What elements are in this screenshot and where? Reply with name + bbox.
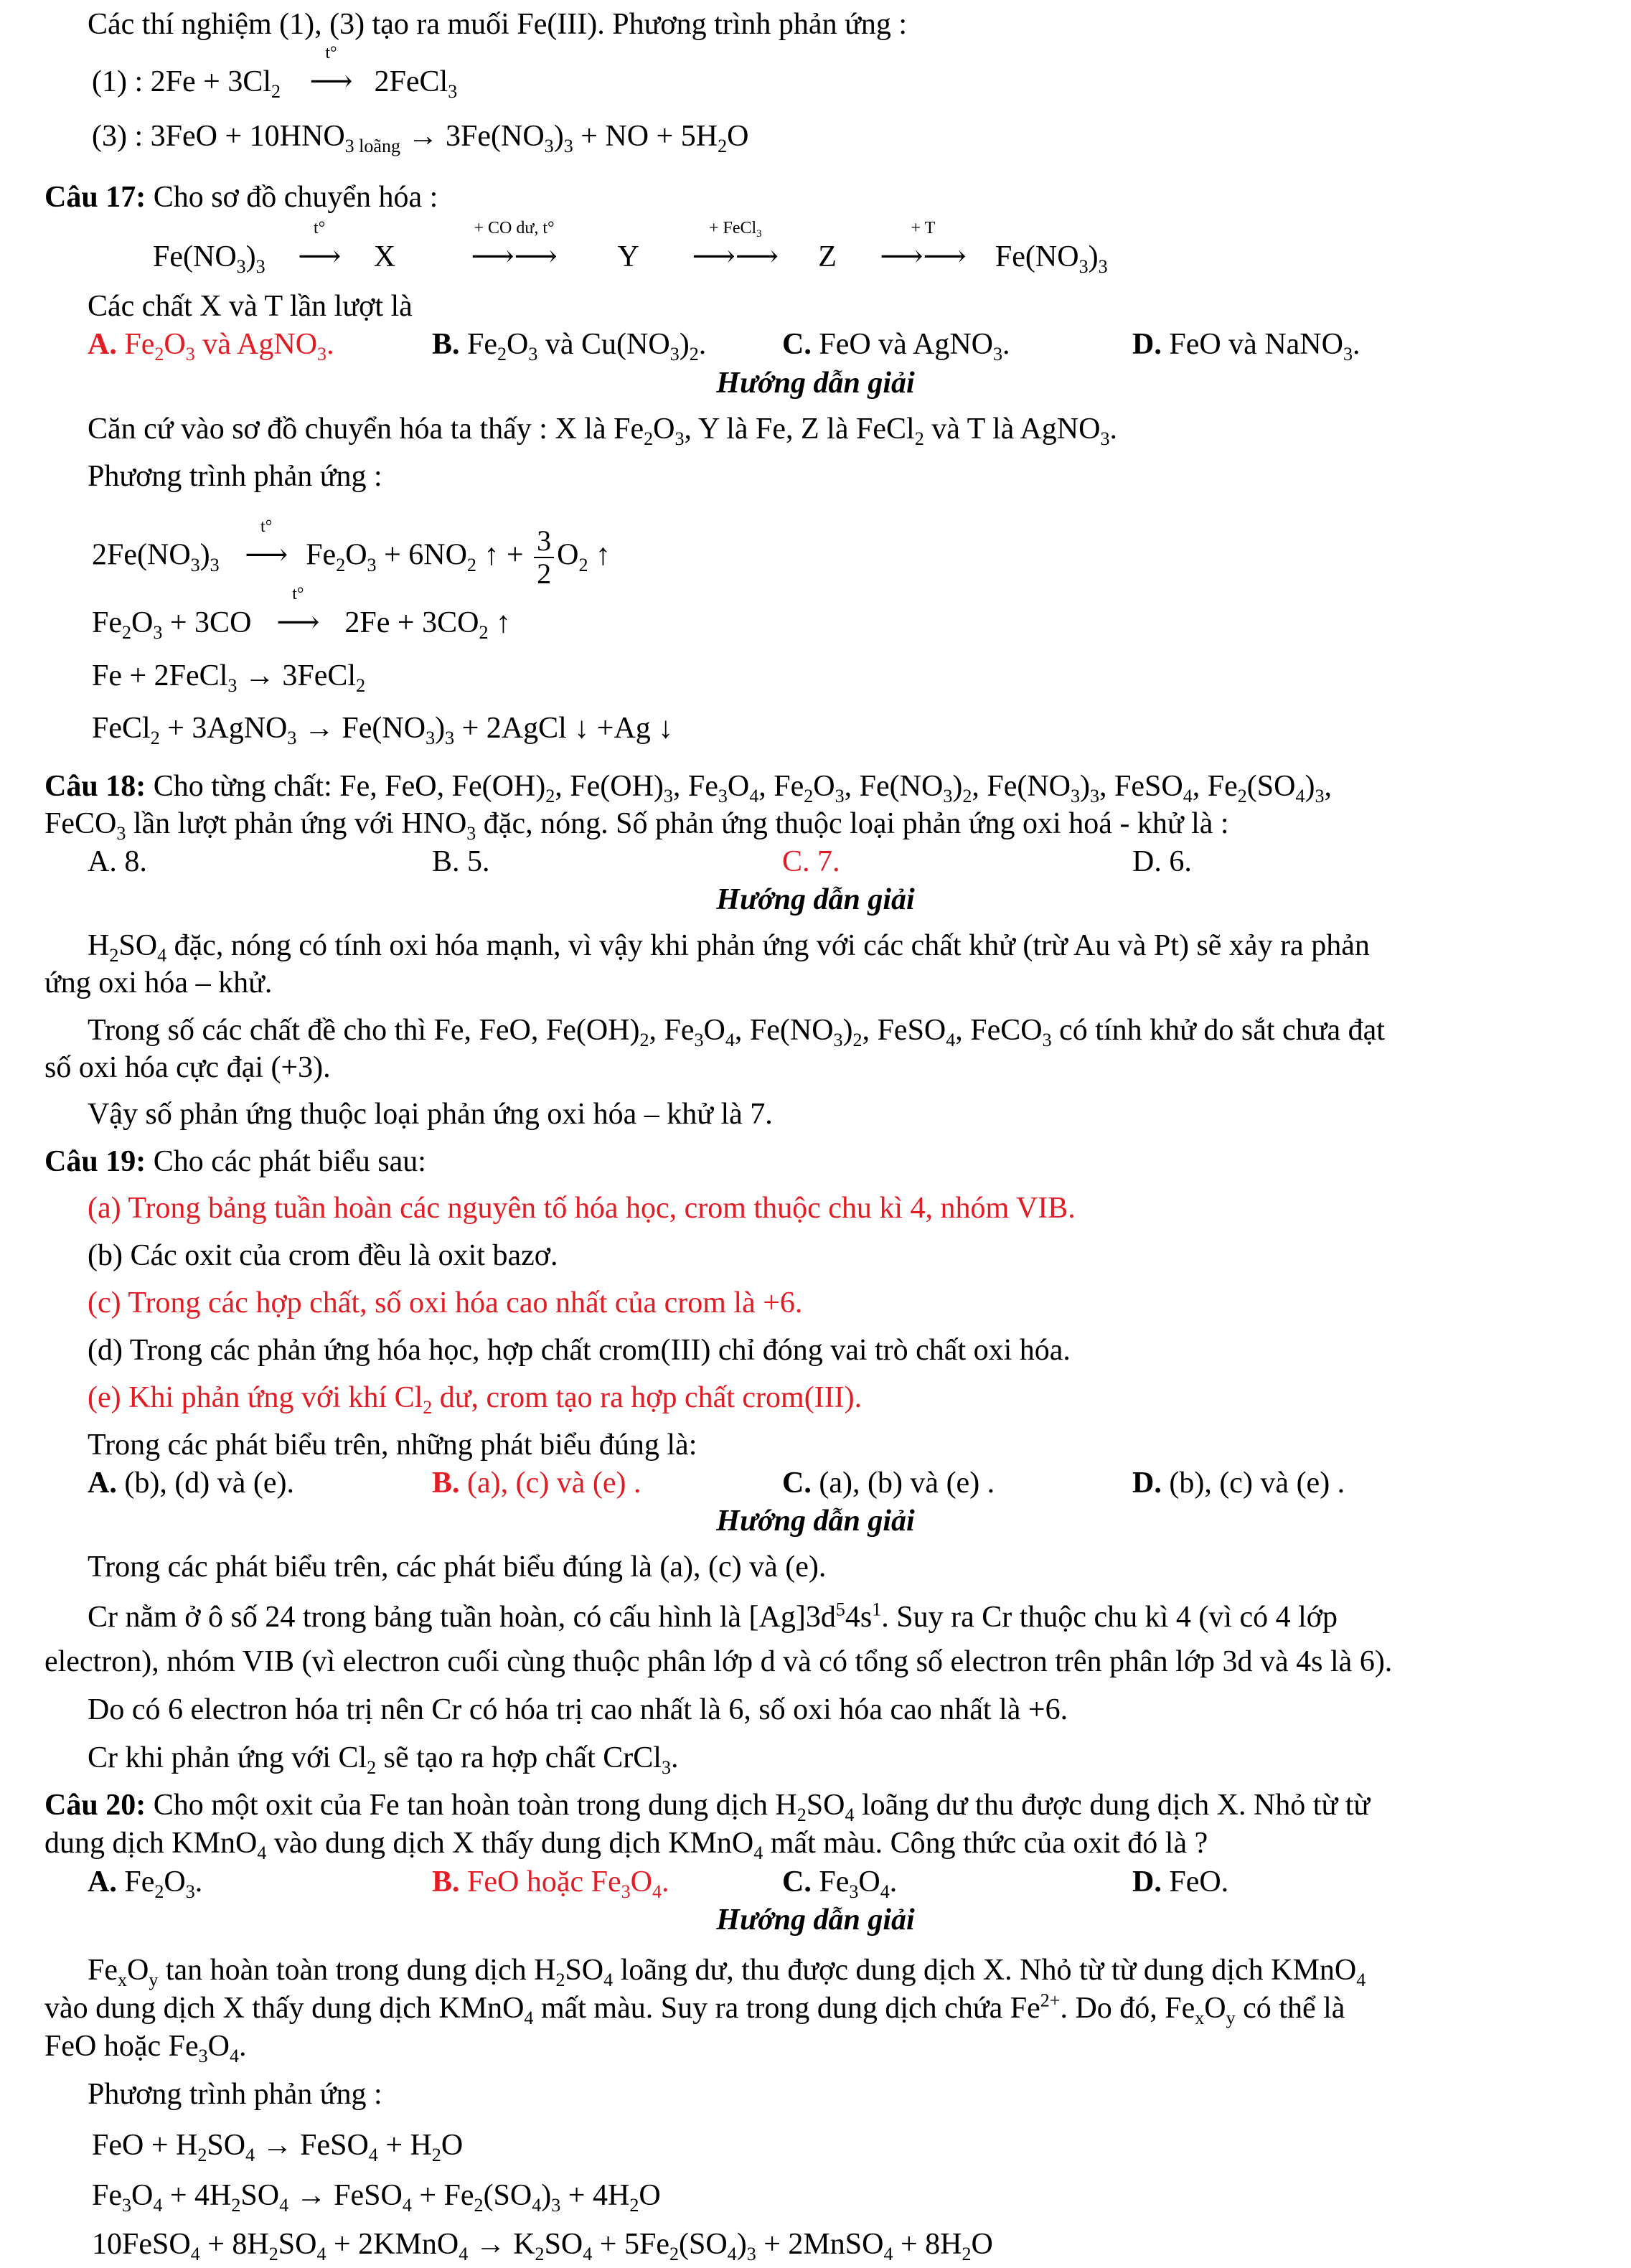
statement-b: (b) Các oxit của crom đều là oxit bazơ. [88,1239,558,1272]
guide-20-p2: vào dung dịch X thấy dung dịch KMnO$_4$ mất màu. Suy ra trong dung dịch chứa $Fe^{2+}$. Do đó, $Fe_xO_y$ có thể là [44,1990,1345,2029]
option-19-b[interactable]: B. (a), (c) và (e) . [432,1467,641,1500]
option-20-a[interactable]: A. $Fe_2O_3$. [88,1865,203,1903]
question-20-line2: dung dịch KMnO$_4$ vào dung dịch X thấy dung dịch KMnO$_4$ mất màu. Công thức của oxit đó là ? [44,1827,1208,1864]
guide-19-p1: Trong các phát biểu trên, các phát biểu đúng là (a), (c) và (e). [88,1551,827,1584]
option-17-a[interactable]: A. $Fe_2O_3$ và AgNO$_3$. [88,328,334,365]
guide-17-eq-2: $Fe_2O_3 + 3CO$ t° ⟶ $2Fe + 3CO_2$ ↑ [92,585,511,644]
guide-19-p2c: electron), nhóm VIB (vì electron cuối cùng thuộc phân lớp d và có tổng số electron trên phân lớp 3d và 4s là 6). [44,1645,1393,1678]
option-20-d[interactable]: D. FeO. [1132,1865,1229,1898]
guide-20-eq-title: Phương trình phản ứng : [88,2078,382,2111]
option-20-b[interactable]: B. FeO hoặc $Fe_3O_4$. [432,1865,669,1903]
statement-c: (c) Trong các hợp chất, số oxi hóa cao nhất của crom là +6. [88,1286,803,1319]
guide-17-eq-title: Phương trình phản ứng : [88,460,382,493]
guide-18-heading: Hướng dẫn giải [716,883,915,916]
guide-20-heading: Hướng dẫn giải [716,1904,915,1937]
guide-19-p4: Cr khi phản ứng với $Cl_2$ sẽ tạo ra hợp chất CrCl$_3$. [88,1741,679,1779]
guide-20-eq-3: 10FeSO$_4$ + $8H_2SO_4$ + 2KMnO$_4$ → $K_2SO_4 + 5Fe_2(SO_4)_3$ + 2MnSO$_4$ + $8H_2O$ [92,2228,993,2265]
guide-19-p2: Cr nằm ở ô số 24 trong bảng tuần hoàn, có cấu hình là $[Ag]3d^54s^1$. Suy ra Cr thuộc chu kì 4 (vì có 4 lớp [88,1599,1338,1634]
statement-e: (e) Khi phản ứng với khí $Cl_2$ dư, crom tạo ra hợp chất crom(III). [88,1381,862,1418]
question-20: Câu 20: Cho một oxit của Fe tan hoàn toàn trong dung dịch $H_2SO_4$ loãng dư thu được dung dịch X. Nhỏ từ từ [44,1789,1371,1826]
option-18-d[interactable]: D. 6. [1132,845,1192,878]
option-17-b[interactable]: B. $Fe_2O_3$ và $Cu(NO_3)_2$. [432,328,707,365]
guide-20-p1: $Fe_xO_y$ tan hoàn toàn trong dung dịch $H_2SO_4$ loãng dư, thu được dung dịch X. Nhỏ từ từ dung dịch KMnO$_4$ [88,1954,1366,1991]
option-17-c[interactable]: C. FeO và AgNO$_3$. [782,328,1010,365]
option-19-d[interactable]: D. (b), (c) và (e) . [1132,1467,1345,1500]
guide-20-p3: FeO hoặc $Fe_3O_4$. [44,2030,247,2067]
guide-18-p1b: ứng oxi hóa – khử. [44,966,273,999]
guide-17-heading: Hướng dẫn giải [716,367,915,400]
question-19-ask: Trong các phát biểu trên, những phát biểu đúng là: [88,1429,697,1462]
option-20-c[interactable]: C. $Fe_3O_4$. [782,1865,898,1903]
guide-17-eq-4: FeCl$_2$ + 3AgNO$_3$ → $Fe(NO_3)_3$ + 2AgCl ↓ +Ag ↓ [92,712,674,749]
guide-20-eq-1: FeO + $H_2SO_4$ → FeSO$_4$ + $H_2O$ [92,2129,464,2166]
option-18-b[interactable]: B. 5. [432,845,490,878]
guide-17-eq-1: $2Fe(NO_3)_3$ t° ⟶ $Fe_2O_3 + 6NO_2$ ↑ + $\frac{3}{2}$ $O_2$ ↑ [92,517,611,590]
question-18-line2: FeCO$_3$ lần lượt phản ứng với $HNO_3$ đặc, nóng. Số phản ứng thuộc loại phản ứng oxi hoá - khử là : [44,807,1229,844]
scheme-17: $Fe(NO_3)_3$ t° ⟶ X + CO dư, t° ⟶⟶ Y + FeCl$_3$ ⟶⟶ Z + T ⟶⟶ $Fe(NO_3)_3$ [153,219,1108,278]
guide-19-heading: Hướng dẫn giải [716,1505,915,1538]
statement-a: (a) Trong bảng tuần hoàn các nguyên tố hóa học, crom thuộc chu kì 4, nhóm VIB. [88,1192,1076,1225]
question-19: Câu 19: Cho các phát biểu sau: [44,1145,426,1178]
statement-d: (d) Trong các phản ứng hóa học, hợp chất crom(III) chỉ đóng vai trò chất oxi hóa. [88,1334,1071,1367]
option-17-d[interactable]: D. FeO và NaNO$_3$. [1132,328,1360,365]
question-17-ask: Các chất X và T lần lượt là [88,290,413,323]
guide-19-p3: Do có 6 electron hóa trị nên Cr có hóa trị cao nhất là 6, số oxi hóa cao nhất là +6. [88,1693,1068,1726]
equation-3: (3) : $3FeO + 10HNO_{3 loãng} \to 3Fe(NO_3)_3$ + NO + $5H_2O$ [92,120,749,157]
guide-18-p3: Vậy số phản ứng thuộc loại phản ứng oxi hóa – khử là 7. [88,1098,773,1131]
question-18: Câu 18: Cho từng chất: Fe, FeO, $Fe(OH)_2$, $Fe(OH)_3$, $Fe_3O_4$, $Fe_2O_3$, $Fe(NO_3)_2$, $Fe(NO_3)_3$, FeSO$_4$, $Fe_2(SO_4)_3$, [44,770,1332,807]
guide-18-p2: Trong số các chất đề cho thì Fe, FeO, $Fe(OH)_2$, $Fe_3O_4$, $Fe(NO_3)_2$, FeSO$_4$, FeCO$_3$ có tính khử do sắt chưa đạt [88,1014,1385,1051]
guide-20-eq-2: $Fe_3O_4 + 4H_2SO_4$ → FeSO$_4$ + $Fe_2(SO_4)_3 + 4H_2O$ [92,2179,661,2216]
guide-18-p2b: số oxi hóa cực đại (+3). [44,1051,331,1084]
option-18-c[interactable]: C. 7. [782,845,840,878]
question-17: Câu 17: Cho sơ đồ chuyển hóa : [44,181,438,214]
intro-text: Các thí nghiệm (1), (3) tạo ra muối Fe(III). Phương trình phản ứng : [88,8,907,41]
guide-17-explanation: Căn cứ vào sơ đồ chuyển hóa ta thấy : X là $Fe_2O_3$, Y là Fe, Z là FeCl$_2$ và T là AgNO$_3$. [88,413,1117,450]
guide-18-p1: $H_2SO_4$ đặc, nóng có tính oxi hóa mạnh, vì vậy khi phản ứng với các chất khử (trừ Au và Pt) sẽ xảy ra phản [88,929,1370,966]
guide-17-eq-3: Fe + 2FeCl$_3$ → 3FeCl$_2$ [92,659,366,697]
option-18-a[interactable]: A. 8. [88,845,147,878]
option-19-c[interactable]: C. (a), (b) và (e) . [782,1467,995,1500]
equation-1: (1) : $2Fe + 3Cl_2$ t° ⟶ 2FeCl$_3$ [92,44,458,103]
option-19-a[interactable]: A. (b), (d) và (e). [88,1467,295,1500]
